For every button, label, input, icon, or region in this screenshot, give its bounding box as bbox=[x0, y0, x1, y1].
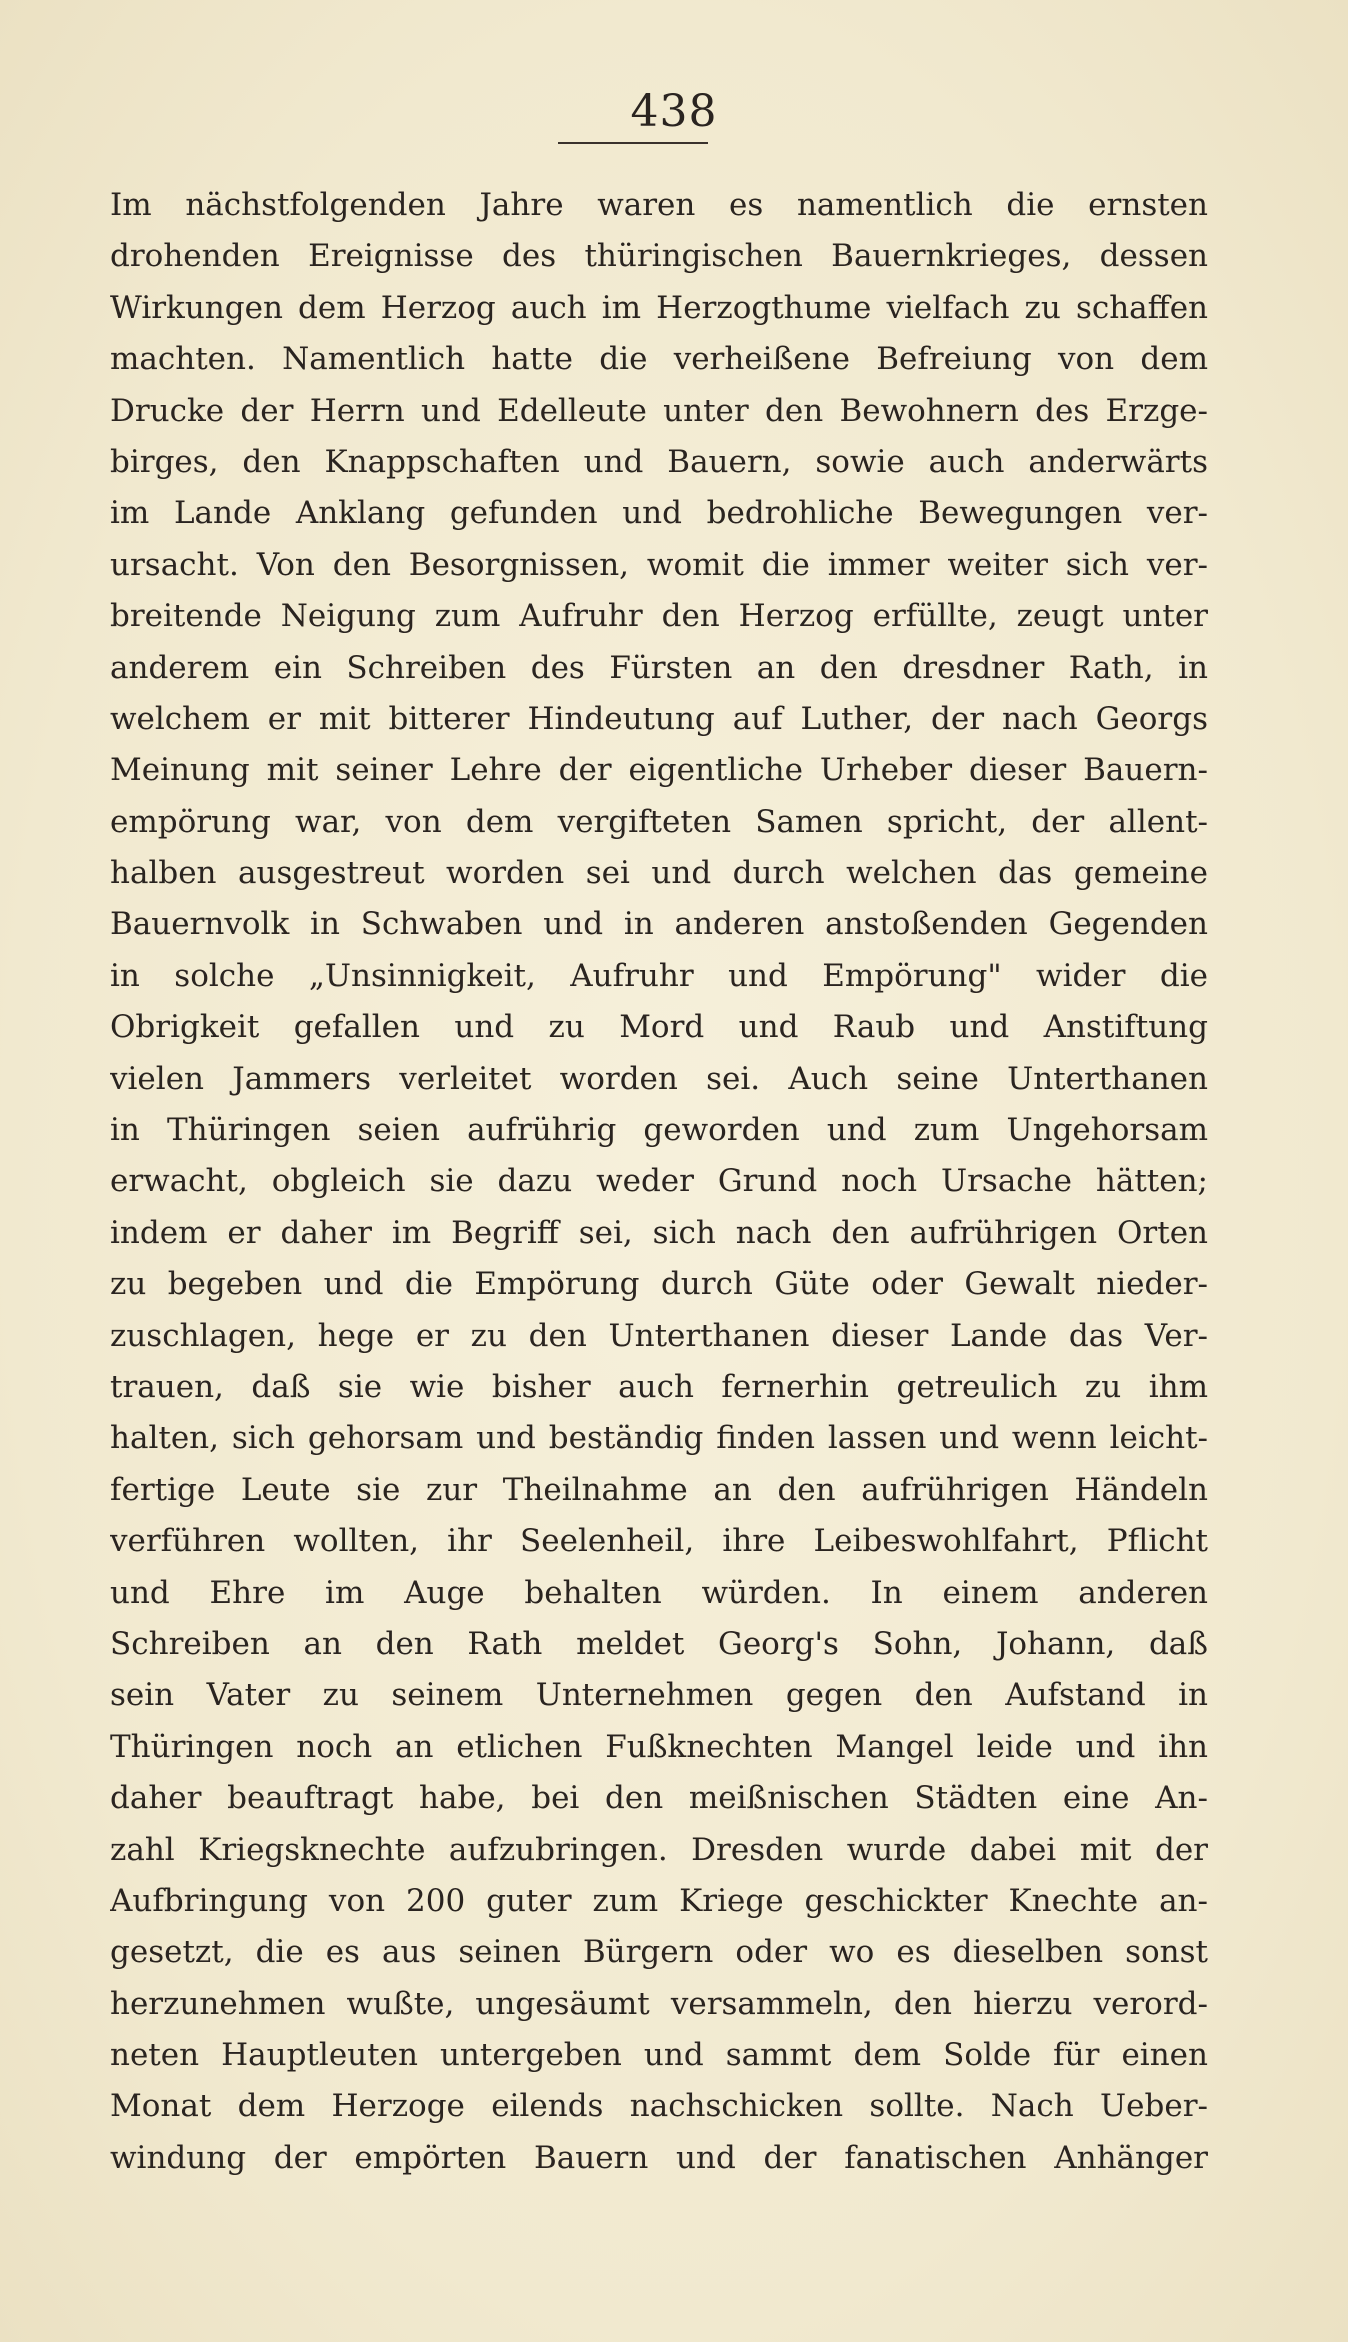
text-line: Schreiben an den Rath meldet Georg's Sohn, Johann, daß bbox=[110, 1625, 1208, 1662]
text-line: zuschlagen, hege er zu den Unterthanen dieser Lande das Ver- bbox=[110, 1317, 1208, 1354]
text-line: Drucke der Herrn und Edelleute unter den Bewohnern des Erzge- bbox=[110, 392, 1208, 429]
text-line: birges, den Knappschaften und Bauern, sowie auch anderwärts bbox=[110, 443, 1208, 480]
text-line: gesetzt, die es aus seinen Bürgern oder wo es dieselben sonst bbox=[110, 1934, 1208, 1971]
text-line: vielen Jammers verleitet worden sei. Auch seine Unterthanen bbox=[110, 1060, 1208, 1097]
text-line: trauen, daß sie wie bisher auch fernerhin getreulich zu ihm bbox=[110, 1368, 1208, 1405]
text-line: Aufbringung von 200 guter zum Kriege geschickter Knechte an- bbox=[110, 1882, 1208, 1919]
text-line: Obrigkeit gefallen und zu Mord und Raub und Anstiftung bbox=[110, 1009, 1208, 1046]
text-line: fertige Leute sie zur Theilnahme an den aufrührigen Händeln bbox=[110, 1471, 1208, 1508]
text-line: herzunehmen wußte, ungesäumt versammeln, den hierzu verord- bbox=[110, 1985, 1208, 2022]
body-text bbox=[110, 180, 1208, 2184]
text-line: breitende Neigung zum Aufruhr den Herzog erfüllte, zeugt unter bbox=[110, 598, 1208, 635]
page-number: 438 bbox=[630, 86, 718, 137]
text-line: neten Hauptleuten untergeben und sammt dem Solde für einen bbox=[110, 2037, 1208, 2074]
text-line: verführen wollten, ihr Seelenheil, ihre Leibeswohlfahrt, Pflicht bbox=[110, 1523, 1208, 1560]
text-line: anderem ein Schreiben des Fürsten an den dresdner Rath, in bbox=[110, 649, 1208, 686]
text-line: ursacht. Von den Besorgnissen, womit die immer weiter sich ver- bbox=[110, 546, 1208, 583]
text-line: und Ehre im Auge behalten würden. In einem anderen bbox=[110, 1574, 1208, 1611]
text-line: daher beauftragt habe, bei den meißnischen Städten eine An- bbox=[110, 1780, 1208, 1817]
text-line: halten, sich gehorsam und beständig finden lassen und wenn leicht- bbox=[110, 1420, 1208, 1457]
text-line: sein Vater zu seinem Unternehmen gegen den Aufstand in bbox=[110, 1677, 1208, 1714]
text-line: Thüringen noch an etlichen Fußknechten Mangel leide und ihn bbox=[110, 1728, 1208, 1765]
text-line: welchem er mit bitterer Hindeutung auf Luther, der nach Georgs bbox=[110, 700, 1208, 737]
text-line: drohenden Ereignisse des thüringischen Bauernkrieges, dessen bbox=[110, 238, 1208, 275]
text-line: windung der empörten Bauern und der fanatischen Anhänger bbox=[110, 2139, 1208, 2176]
text-line: zu begeben und die Empörung durch Güte oder Gewalt nieder- bbox=[110, 1266, 1208, 1303]
text-line: erwacht, obgleich sie dazu weder Grund noch Ursache hätten; bbox=[110, 1163, 1208, 1200]
text-line: in solche „Unsinnigkeit, Aufruhr und Empörung" wider die bbox=[110, 957, 1208, 994]
page-number-rule bbox=[558, 142, 708, 144]
text-line: indem er daher im Begriff sei, sich nach den aufrührigen Orten bbox=[110, 1214, 1208, 1251]
text-line: im Lande Anklang gefunden und bedrohliche Bewegungen ver- bbox=[110, 495, 1208, 532]
text-line: zahl Kriegsknechte aufzubringen. Dresden wurde dabei mit der bbox=[110, 1831, 1208, 1868]
text-line: in Thüringen seien aufrührig geworden und zum Ungehorsam bbox=[110, 1112, 1208, 1149]
text-line: empörung war, von dem vergifteten Samen spricht, der allent- bbox=[110, 803, 1208, 840]
text-line: Meinung mit seiner Lehre der eigentliche Urheber dieser Bauern- bbox=[110, 752, 1208, 789]
text-line: machten. Namentlich hatte die verheißene Befreiung von dem bbox=[110, 341, 1208, 378]
text-line: Wirkungen dem Herzog auch im Herzogthume vielfach zu schaffen bbox=[110, 289, 1208, 326]
text-line: Im nächstfolgenden Jahre waren es namentlich die ernsten bbox=[110, 187, 1208, 223]
text-line: Bauernvolk in Schwaben und in anderen anstoßenden Gegenden bbox=[110, 906, 1208, 943]
text-line: halben ausgestreut worden sei und durch welchen das gemeine bbox=[110, 855, 1208, 892]
text-line: Monat dem Herzoge eilends nachschicken sollte. Nach Ueber- bbox=[110, 2088, 1208, 2125]
